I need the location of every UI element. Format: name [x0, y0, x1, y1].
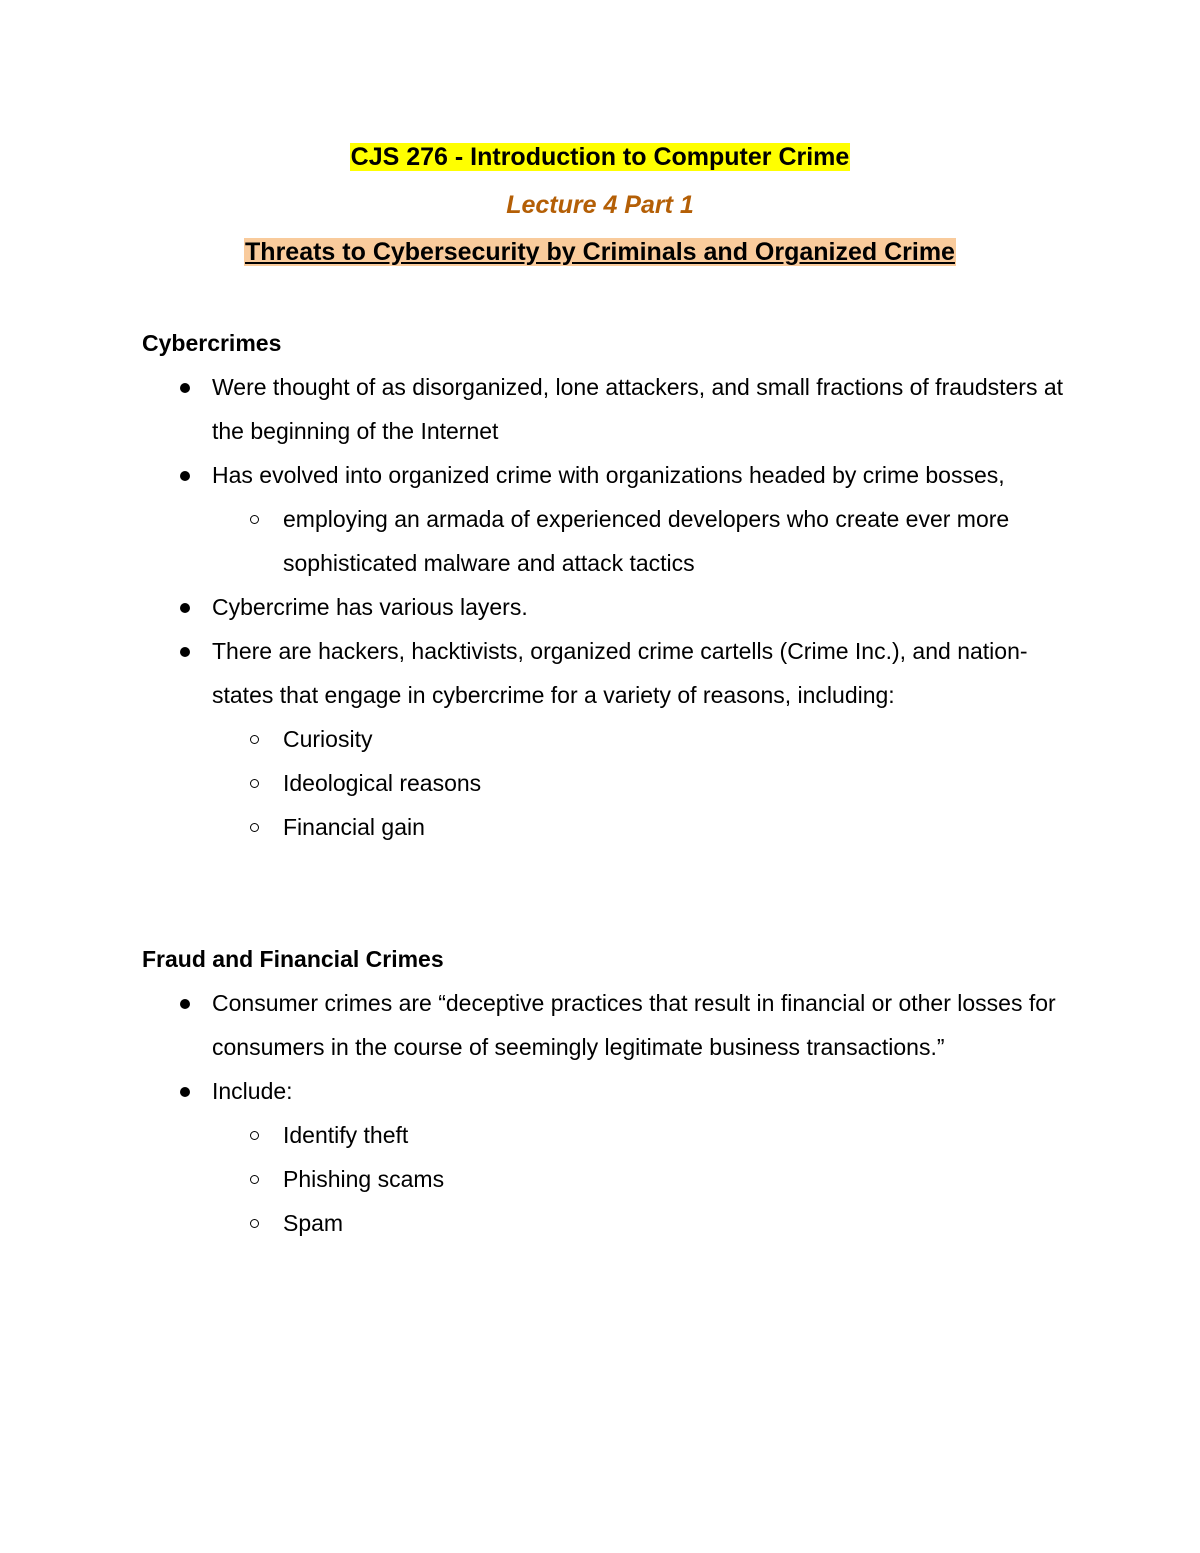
- sub-list-item: Curiosity: [0, 717, 1073, 761]
- course-title-text: CJS 276 - Introduction to Computer Crime: [350, 143, 850, 171]
- filled-bullet-icon: [180, 471, 190, 481]
- filled-bullet-icon: [180, 999, 190, 1009]
- hollow-bullet-icon: [250, 1219, 259, 1228]
- hollow-bullet-icon: [250, 1131, 259, 1140]
- course-title: [0, 139, 1200, 175]
- lecture-subtitle: Lecture 4 Part 1: [506, 191, 694, 219]
- sub-list-item: Identify theft: [0, 1113, 1073, 1157]
- sub-list-item: Phishing scams: [0, 1157, 1073, 1201]
- list-item: Cybercrime has various layers.: [0, 585, 1072, 629]
- list-item: Consumer crimes are “deceptive practices that result in financial or other losses for consumers in the course of seemingly legitimate business transactions.”: [0, 981, 1072, 1069]
- sub-list-item: Ideological reasons: [0, 761, 1073, 805]
- section-heading-fraud: Fraud and Financial Crimes: [142, 946, 444, 972]
- list-item: Were thought of as disorganized, lone attackers, and small fractions of fraudsters at the beginning of the Internet: [0, 365, 1072, 453]
- hollow-bullet-icon: [250, 515, 259, 524]
- hollow-bullet-icon: [250, 823, 259, 832]
- sub-list-item: employing an armada of experienced developers who create ever more sophisticated malware and attack tactics: [0, 497, 1073, 585]
- topic-heading: [0, 234, 1200, 270]
- hollow-bullet-icon: [250, 735, 259, 744]
- list-item: There are hackers, hacktivists, organized crime cartells (Crime Inc.), and nation-states that engage in cybercrime for a variety of reasons, including:: [0, 629, 1072, 717]
- hollow-bullet-icon: [250, 1175, 259, 1184]
- filled-bullet-icon: [180, 1087, 190, 1097]
- sub-list-item: Financial gain: [0, 805, 1073, 849]
- list-item: Include:: [0, 1069, 1072, 1113]
- list-item: Has evolved into organized crime with organizations headed by crime bosses,: [0, 453, 1072, 497]
- cybercrimes-list: [0, 365, 1073, 849]
- filled-bullet-icon: [180, 383, 190, 393]
- filled-bullet-icon: [180, 603, 190, 613]
- topic-heading-text: Threats to Cybersecurity by Criminals and Organized Crime: [245, 238, 955, 266]
- hollow-bullet-icon: [250, 779, 259, 788]
- section-heading-cybercrimes: Cybercrimes: [142, 330, 282, 356]
- fraud-list: [0, 981, 1073, 1245]
- filled-bullet-icon: [180, 647, 190, 657]
- sub-list-item: Spam: [0, 1201, 1073, 1245]
